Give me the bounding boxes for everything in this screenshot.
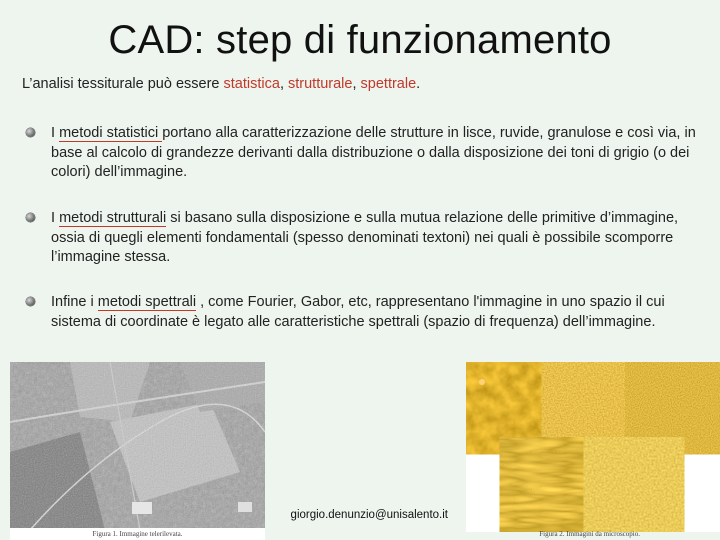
intro-term-strutturale: strutturale [288, 76, 353, 92]
texture-images [466, 362, 720, 532]
texture-images-graphic [466, 362, 720, 532]
intro-sep: , [279, 76, 288, 92]
bullet-icon [26, 128, 35, 137]
author-email: giorgio.denunzio@unisalento.it [290, 509, 448, 521]
aerial-image-graphic [10, 362, 265, 530]
intro-term-statistica: statistica [223, 76, 280, 92]
link-metodi-strutturali[interactable]: metodi strutturali [59, 210, 167, 226]
intro-sep: , [352, 76, 361, 92]
bullet-icon [26, 213, 35, 222]
bullet-icon [26, 297, 35, 306]
bullet-text [51, 293, 701, 332]
bullet-text [51, 209, 701, 268]
link-metodi-spettrali[interactable]: metodi spettrali [97, 294, 197, 310]
intro-prefix: L’analisi tessiturale può essere [22, 76, 224, 92]
bullet-post: , come Fourier, Gabor, etc, rappresentano l'immagine in uno spazio il cui sistema di coordinate è legato alle caratteristiche spettrali (spazio di frequenza) dell’immagine. [51, 294, 665, 330]
link-metodi-statistici[interactable]: metodi statistici [59, 125, 163, 141]
bullet-pre: Infine i [51, 294, 98, 310]
intro-text [22, 76, 702, 92]
figure-2-caption: Figura 2. Immagini da microscopio. [539, 530, 640, 538]
bullet-text [51, 124, 701, 183]
intro-suffix: . [416, 76, 421, 92]
bullet-post: portano alla caratterizzazione delle strutture in lisce, ruvide, granulose e così via, in base al calcolo di grandezze derivanti dalla distribuzione o dalla disposizione dei toni di grigio (o dei colori) dell’immagine. [51, 125, 696, 180]
intro-term-spettrale: spettrale [360, 76, 417, 92]
bullet-post: si basano sulla disposizione e sulla mutua relazione delle primitive d’immagine, ossia di quegli elementi fondamentali (spesso denominati textoni) nei quali è possibile scomporre l’immagine stessa. [51, 210, 679, 265]
slide-title: CAD: step di funzionamento [108, 18, 612, 62]
aerial-image [10, 362, 265, 530]
bullet-pre: I [51, 210, 60, 226]
figure-1-caption: Figura 1. Immagine telerilevata. [10, 528, 265, 540]
bullet-pre: I [51, 125, 60, 141]
